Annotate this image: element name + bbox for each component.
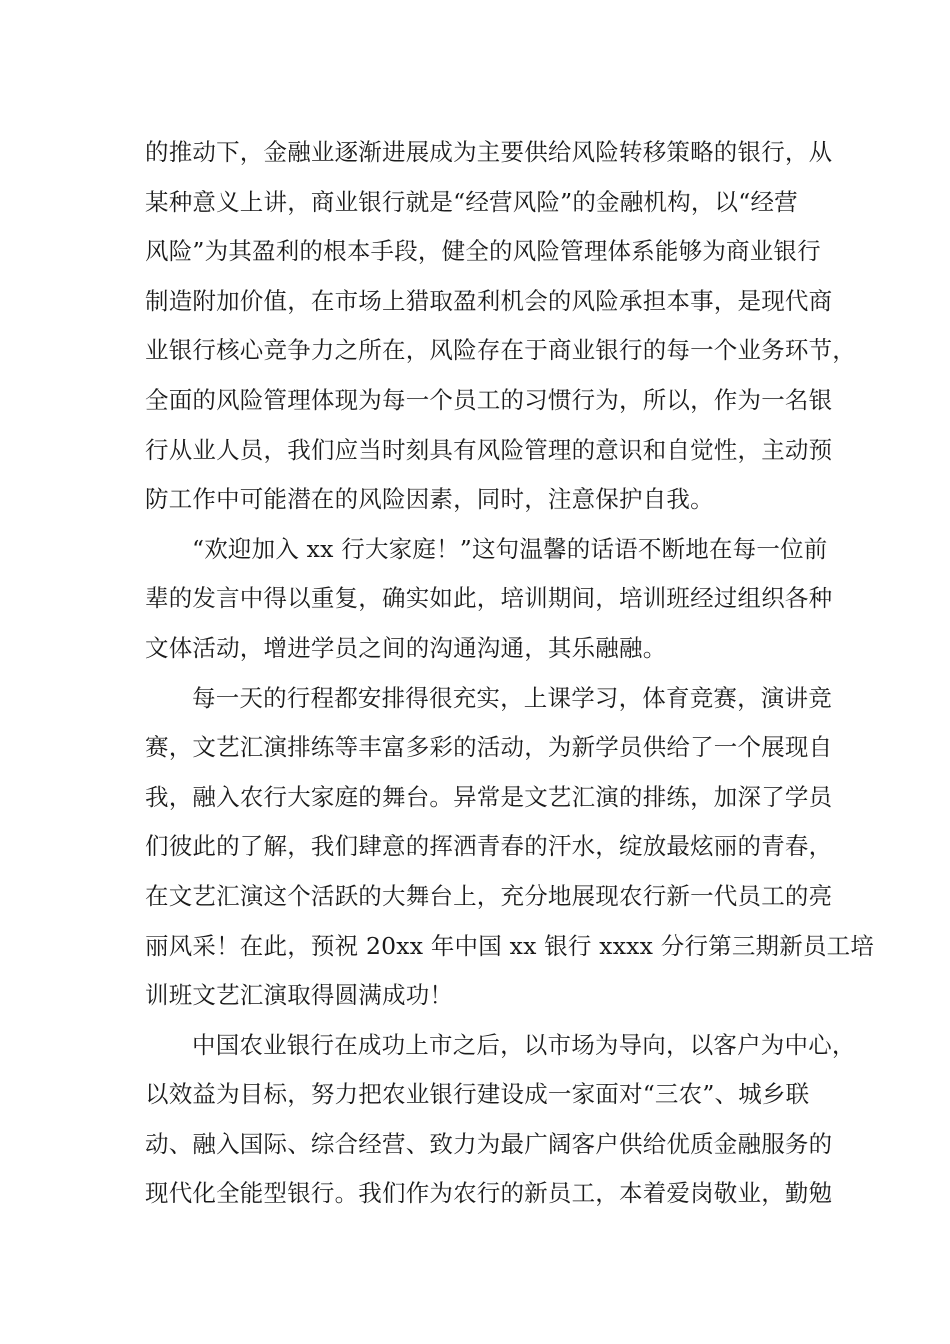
text-line: 动、融入国际、综合经营、致力为最广阔客户供给优质金融服务的: [145, 1129, 833, 1158]
text-line: 现代化全能型银行。我们作为农行的新员工，本着爱岗敬业，勤勉: [145, 1179, 833, 1208]
text-line: 每一天的行程都安排得很充实，上课学习，体育竞赛，演讲竞: [192, 683, 832, 712]
text-line: 丽风采！在此，预祝 20xx 年中国 xx 银行 xxxx 分行第三期新员工培: [145, 931, 875, 960]
text-line: “欢迎加入 xx 行大家庭！”这句温馨的话语不断地在每一位前: [192, 534, 828, 563]
text-line: 训班文艺汇演取得圆满成功！: [145, 981, 454, 1010]
text-line: 行从业人员，我们应当时刻具有风险管理的意识和自觉性，主动预: [145, 435, 833, 464]
text-line: 赛，文艺汇演排练等丰富多彩的活动，为新学员供给了一个展现自: [145, 733, 833, 762]
text-line: 的推动下，金融业逐渐进展成为主要供给风险转移策略的银行，从: [145, 138, 833, 166]
text-line: 辈的发言中得以重复，确实如此，培训期间，培训班经过组织各种: [145, 584, 833, 613]
text-line: 业银行核心竞争力之所在，风险存在于商业银行的每一个业务环节，: [145, 336, 856, 365]
paragraph-2: [145, 525, 835, 674]
text-line: 在文艺汇演这个活跃的大舞台上，充分地展现农行新一代员工的亮: [145, 881, 833, 910]
text-line: 们彼此的了解，我们肆意的挥洒青春的汗水，绽放最炫丽的青春，: [145, 832, 833, 861]
paragraph-3: [145, 674, 875, 1021]
text-line: 全面的风险管理体现为每一个员工的习惯行为，所以，作为一名银: [145, 385, 833, 414]
document-body: [145, 128, 875, 1219]
text-line: 制造附加价值，在市场上猎取盈利机会的风险承担本事，是现代商: [145, 286, 833, 315]
paragraph-4: [145, 1021, 856, 1219]
text-line: 我，融入农行大家庭的舞台。异常是文艺汇演的排练，加深了学员: [145, 782, 833, 811]
text-line: 文体活动，增进学员之间的沟通沟通，其乐融融。: [145, 633, 667, 662]
text-line: 以效益为目标，努力把农业银行建设成一家面对“三农”、城乡联: [145, 1080, 810, 1109]
text-line: 某种意义上讲，商业银行就是“经营风险”的金融机构，以“经营: [145, 187, 798, 216]
text-line: 风险”为其盈利的根本手段，健全的风险管理体系能够为商业银行: [145, 237, 821, 266]
paragraph-1: [145, 128, 856, 525]
text-line: 中国农业银行在成功上市之后，以市场为导向，以客户为中心，: [192, 1030, 856, 1059]
text-line: 防工作中可能潜在的风险因素，同时，注意保护自我。: [145, 485, 714, 514]
